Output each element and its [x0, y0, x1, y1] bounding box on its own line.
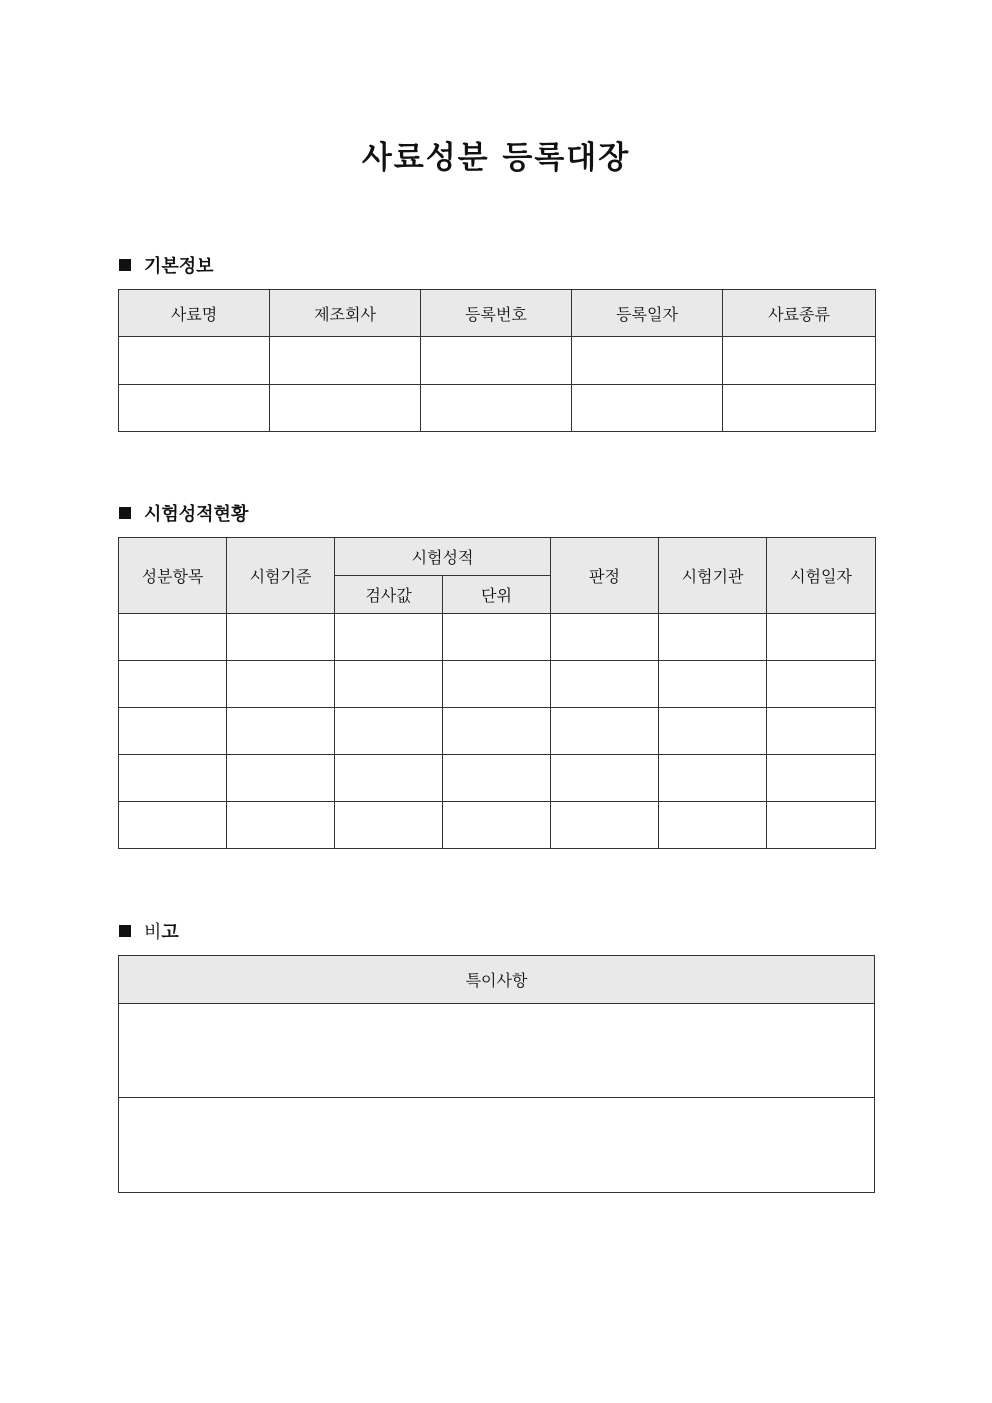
table-cell[interactable]	[335, 661, 443, 708]
table-cell[interactable]	[335, 802, 443, 849]
table-cell[interactable]	[119, 385, 270, 432]
table-cell[interactable]	[335, 614, 443, 661]
column-header-test-standard: 시험기준	[227, 538, 335, 614]
table-cell[interactable]	[723, 337, 876, 385]
square-bullet-icon	[119, 507, 131, 519]
table-cell[interactable]	[227, 614, 335, 661]
table-cell[interactable]	[572, 385, 723, 432]
table-header-row	[119, 290, 876, 337]
section-heading-label-first: 비	[144, 922, 162, 943]
table-cell[interactable]	[421, 385, 572, 432]
table-cell[interactable]	[572, 337, 723, 385]
table-cell[interactable]	[767, 802, 876, 849]
table-cell[interactable]	[443, 802, 551, 849]
table-row	[119, 1098, 875, 1193]
table-cell[interactable]	[551, 755, 659, 802]
square-bullet-icon	[119, 925, 131, 937]
column-header-feed-type: 사료종류	[723, 290, 876, 337]
test-results-table	[118, 537, 876, 849]
table-cell[interactable]	[270, 337, 421, 385]
table-cell[interactable]	[767, 708, 876, 755]
table-cell[interactable]	[227, 755, 335, 802]
table-header-row	[119, 956, 875, 1004]
column-header-test-date: 시험일자	[767, 538, 876, 614]
column-header-feed-name: 사료명	[119, 290, 270, 337]
table-cell[interactable]	[659, 661, 767, 708]
table-cell[interactable]	[443, 614, 551, 661]
section-heading-label: 시험성적현황	[144, 504, 249, 525]
table-cell[interactable]	[119, 614, 227, 661]
column-header-registration-number: 등록번호	[421, 290, 572, 337]
table-row	[119, 708, 876, 755]
remarks-cell[interactable]	[119, 1098, 875, 1193]
column-header-unit: 단위	[443, 576, 551, 614]
table-row	[119, 385, 876, 432]
table-cell[interactable]	[723, 385, 876, 432]
table-cell[interactable]	[443, 708, 551, 755]
column-header-test-value: 검사값	[335, 576, 443, 614]
remarks-cell[interactable]	[119, 1004, 875, 1098]
table-cell[interactable]	[270, 385, 421, 432]
column-header-manufacturer: 제조회사	[270, 290, 421, 337]
table-cell[interactable]	[551, 614, 659, 661]
table-row	[119, 614, 876, 661]
table-cell[interactable]	[659, 708, 767, 755]
page-title: 사료성분 등록대장	[361, 140, 631, 176]
table-cell[interactable]	[119, 755, 227, 802]
table-cell[interactable]	[767, 661, 876, 708]
section-heading-label-second: 고	[161, 922, 179, 943]
table-cell[interactable]	[421, 337, 572, 385]
table-row	[119, 755, 876, 802]
column-header-component-item: 성분항목	[119, 538, 227, 614]
section-heading-remarks	[119, 919, 179, 943]
table-cell[interactable]	[227, 802, 335, 849]
table-cell[interactable]	[335, 708, 443, 755]
table-cell[interactable]	[119, 661, 227, 708]
square-bullet-icon	[119, 259, 131, 271]
table-cell[interactable]	[767, 614, 876, 661]
table-cell[interactable]	[767, 755, 876, 802]
basic-info-table	[118, 289, 876, 432]
table-cell[interactable]	[227, 708, 335, 755]
table-row	[119, 802, 876, 849]
table-row	[119, 661, 876, 708]
table-cell[interactable]	[551, 661, 659, 708]
column-header-registration-date: 등록일자	[572, 290, 723, 337]
section-heading-test-results	[119, 501, 248, 525]
table-cell[interactable]	[227, 661, 335, 708]
table-cell[interactable]	[335, 755, 443, 802]
table-cell[interactable]	[119, 708, 227, 755]
column-header-test-agency: 시험기관	[659, 538, 767, 614]
section-heading-basic-info	[119, 253, 214, 277]
remarks-table	[118, 955, 875, 1193]
table-cell[interactable]	[659, 802, 767, 849]
table-cell[interactable]	[119, 802, 227, 849]
table-header-row	[119, 538, 876, 576]
column-header-judgement: 판정	[551, 538, 659, 614]
table-cell[interactable]	[443, 755, 551, 802]
table-cell[interactable]	[551, 802, 659, 849]
table-cell[interactable]	[659, 614, 767, 661]
column-header-test-result-group: 시험성적	[335, 538, 551, 576]
table-cell[interactable]	[659, 755, 767, 802]
table-cell[interactable]	[443, 661, 551, 708]
table-cell[interactable]	[551, 708, 659, 755]
table-cell[interactable]	[119, 337, 270, 385]
table-row	[119, 337, 876, 385]
column-header-special-notes: 특이사항	[119, 956, 875, 1004]
section-heading-label: 기본정보	[144, 256, 214, 277]
table-row	[119, 1004, 875, 1098]
